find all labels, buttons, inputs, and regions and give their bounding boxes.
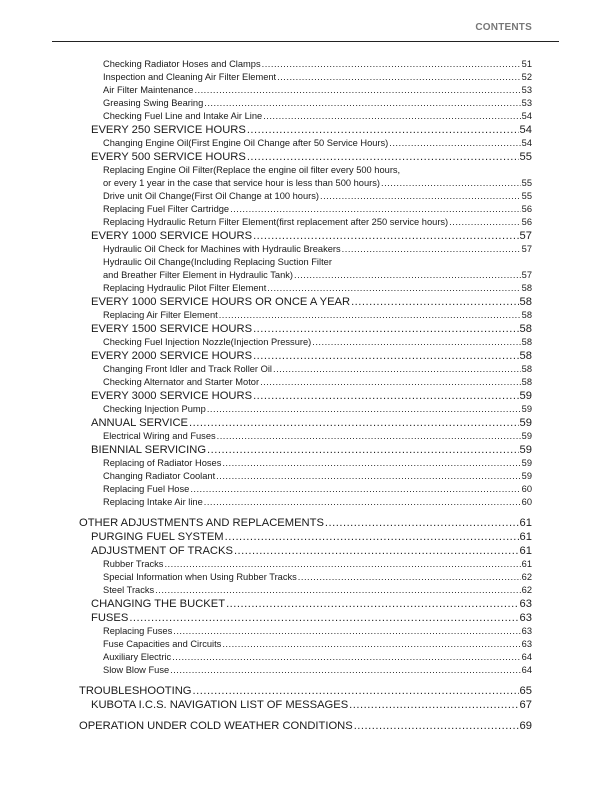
toc-chapter-page: 69 — [519, 720, 532, 732]
toc-entry-title: Checking Fuel Injection Nozzle(Injection Pressure) — [103, 337, 312, 347]
toc-entry[interactable] — [103, 497, 532, 507]
toc-section-title: KUBOTA I.C.S. NAVIGATION LIST OF MESSAGES — [91, 699, 349, 711]
toc-entry[interactable] — [103, 138, 532, 148]
toc-section[interactable] — [91, 417, 532, 429]
toc-entry-page: 59 — [521, 471, 532, 481]
toc-section[interactable] — [91, 612, 532, 624]
toc-leader — [260, 377, 521, 387]
toc-entry-title: Slow Blow Fuse — [103, 665, 170, 675]
toc-section[interactable] — [91, 296, 532, 308]
toc-entry[interactable] — [103, 204, 532, 214]
toc-chapter[interactable] — [79, 685, 532, 697]
toc-section-page: 54 — [519, 124, 532, 136]
toc-leader — [253, 230, 518, 242]
toc-entry-page: 61 — [521, 559, 532, 569]
toc-chapter-title: TROUBLESHOOTING — [79, 685, 192, 697]
toc-chapter[interactable] — [79, 720, 532, 732]
toc-entry-page: 63 — [521, 639, 532, 649]
toc-leader — [173, 626, 520, 636]
toc-entry-page: 63 — [521, 626, 532, 636]
toc-entry-page: 58 — [521, 310, 532, 320]
toc-section-page: 57 — [519, 230, 532, 242]
toc-chapter-page: 61 — [519, 517, 532, 529]
toc-entry-title: Changing Engine Oil(First Engine Oil Change after 50 Service Hours) — [103, 138, 389, 148]
toc-leader — [217, 431, 521, 441]
toc-chapter-title: OTHER ADJUSTMENTS AND REPLACEMENTS — [79, 517, 324, 529]
toc-entry-page: 51 — [521, 59, 532, 69]
toc-section-title: EVERY 2000 SERVICE HOURS — [91, 350, 253, 362]
toc-section-title: EVERY 1000 SERVICE HOURS OR ONCE A YEAR — [91, 296, 351, 308]
toc-entry-page: 62 — [521, 572, 532, 582]
toc-leader — [253, 390, 518, 402]
toc-section-title: EVERY 1500 SERVICE HOURS — [91, 323, 253, 335]
toc-leader — [312, 337, 520, 347]
toc-leader — [253, 350, 518, 362]
toc-leader — [190, 484, 520, 494]
toc-entry[interactable] — [103, 585, 532, 595]
toc-entry-title: Fuse Capacities and Circuits — [103, 639, 222, 649]
toc-section[interactable] — [91, 699, 532, 711]
toc-section-page: 63 — [519, 612, 532, 624]
toc-entry-page: 58 — [521, 364, 532, 374]
toc-entry-page: 57 — [521, 244, 532, 254]
toc-entry-page: 64 — [521, 652, 532, 662]
toc-section-page: 61 — [519, 545, 532, 557]
toc-entry[interactable] — [103, 59, 532, 69]
toc-section-title: EVERY 1000 SERVICE HOURS — [91, 230, 253, 242]
toc-entry-title: Air Filter Maintenance — [103, 85, 194, 95]
toc-entry-title: Changing Radiator Coolant — [103, 471, 216, 481]
toc-entry-page: 60 — [521, 497, 532, 507]
toc-entry[interactable] — [103, 484, 532, 494]
toc-entry[interactable] — [103, 85, 532, 95]
toc-entry-page: 54 — [521, 111, 532, 121]
toc-leader — [204, 98, 520, 108]
toc-section[interactable] — [91, 545, 532, 557]
toc-section[interactable] — [91, 323, 532, 335]
toc-entry[interactable] — [103, 364, 532, 374]
toc-section[interactable] — [91, 124, 532, 136]
toc-entry-title: Replacing Hydraulic Pilot Filter Element — [103, 283, 267, 293]
toc-entry-title-line: Replacing Engine Oil Filter(Replace the engine oil filter every 500 hours, — [103, 165, 401, 175]
toc-leader — [325, 517, 519, 529]
toc-entry[interactable] — [103, 244, 532, 254]
toc-entry-title: Drive unit Oil Change(First Oil Change at 100 hours) — [103, 191, 319, 201]
toc-entry-page: 59 — [521, 458, 532, 468]
toc-chapter[interactable] — [79, 517, 532, 529]
toc-leader — [263, 111, 520, 121]
toc-section-page: 67 — [519, 699, 532, 711]
toc-chapter-page: 65 — [519, 685, 532, 697]
toc-section[interactable] — [91, 350, 532, 362]
toc-entry-title: Checking Injection Pump — [103, 404, 206, 414]
toc-leader — [194, 85, 520, 95]
toc-entry-title: Rubber Tracks — [103, 559, 164, 569]
toc-entry-page: 55 — [521, 178, 532, 188]
toc-section-title: EVERY 3000 SERVICE HOURS — [91, 390, 253, 402]
toc-entry[interactable] — [103, 283, 532, 293]
toc-entry[interactable] — [103, 98, 532, 108]
toc-leader — [226, 598, 518, 610]
toc-leader — [219, 310, 521, 320]
toc-entry-page: 58 — [521, 377, 532, 387]
toc-leader — [320, 191, 521, 201]
toc-leader — [216, 471, 521, 481]
toc-chapter-title: OPERATION UNDER COLD WEATHER CONDITIONS — [79, 720, 353, 732]
toc-entry[interactable] — [103, 471, 532, 481]
toc-entry-title: Replacing Fuel Filter Cartridge — [103, 204, 230, 214]
toc-entry-title: Replacing Fuses — [103, 626, 173, 636]
toc-entry-title: Replacing Air Filter Element — [103, 310, 218, 320]
toc-entry-title: Steel Tracks — [103, 585, 155, 595]
toc-leader — [207, 444, 519, 456]
toc-section-page: 59 — [519, 390, 532, 402]
toc-section[interactable] — [91, 151, 532, 163]
toc-leader — [189, 417, 519, 429]
toc-leader — [277, 72, 521, 82]
toc-leader — [129, 612, 518, 624]
toc-entry-page: 59 — [521, 404, 532, 414]
toc-entry[interactable] — [103, 431, 532, 441]
toc-entry[interactable] — [103, 178, 532, 188]
toc-entry[interactable] — [103, 665, 532, 675]
toc-leader — [342, 244, 521, 254]
toc-entry[interactable] — [103, 310, 532, 320]
toc-entry[interactable] — [103, 639, 532, 649]
toc-leader — [354, 720, 519, 732]
toc-entry[interactable] — [103, 111, 532, 121]
toc-entry-page: 57 — [521, 270, 532, 280]
toc-leader — [298, 572, 521, 582]
toc-entry-page: 58 — [521, 283, 532, 293]
toc-entry-page: 53 — [521, 85, 532, 95]
toc-entry-page: 54 — [521, 138, 532, 148]
toc-entry[interactable] — [103, 458, 532, 468]
toc-entry[interactable] — [103, 377, 532, 387]
toc-section-page: 58 — [519, 296, 532, 308]
toc-entry-title: Changing Front Idler and Track Roller Oil — [103, 364, 272, 374]
toc-section-page: 59 — [519, 444, 532, 456]
toc-leader — [170, 665, 521, 675]
toc-entry-title: Replacing of Radiator Hoses — [103, 458, 222, 468]
toc-section-title: PURGING FUEL SYSTEM — [91, 531, 224, 543]
toc-leader — [349, 699, 518, 711]
toc-leader — [234, 545, 519, 557]
toc-section-page: 61 — [519, 531, 532, 543]
toc-leader — [230, 204, 521, 214]
toc-section-page: 58 — [519, 350, 532, 362]
toc-entry-title: Checking Alternator and Starter Motor — [103, 377, 260, 387]
toc-entry[interactable] — [103, 404, 532, 414]
toc-entry-title: or every 1 year in the case that service hour is less than 500 hours) — [103, 178, 380, 188]
toc-entry-page: 60 — [521, 484, 532, 494]
toc-entry-title: Replacing Intake Air line — [103, 497, 203, 507]
toc-section[interactable] — [91, 444, 532, 456]
toc-entry-title: Replacing Hydraulic Return Filter Element(first replacement after 250 service hours) — [103, 217, 449, 227]
toc-entry-title: Replacing Fuel Hose — [103, 484, 190, 494]
toc-entry[interactable] — [103, 72, 532, 82]
toc-entry[interactable] — [103, 626, 532, 636]
toc-entry[interactable] — [103, 337, 532, 347]
toc-leader — [225, 531, 519, 543]
toc-entry-page: 56 — [521, 204, 532, 214]
toc-entry-page: 59 — [521, 431, 532, 441]
toc-leader — [155, 585, 521, 595]
toc-entry[interactable] — [103, 572, 532, 582]
toc-entry[interactable] — [103, 270, 532, 280]
toc-leader — [273, 364, 521, 374]
toc-entry-title: Auxiliary Electric — [103, 652, 172, 662]
toc-leader — [207, 404, 521, 414]
toc-entry-page: 55 — [521, 191, 532, 201]
toc-leader — [247, 124, 519, 136]
toc-entry-page: 58 — [521, 337, 532, 347]
toc-section-title: CHANGING THE BUCKET — [91, 598, 226, 610]
toc-entry-title: Greasing Swing Bearing — [103, 98, 204, 108]
toc-entry-title: Electrical Wiring and Fuses — [103, 431, 216, 441]
toc-section-title: BIENNIAL SERVICING — [91, 444, 207, 456]
toc-leader — [222, 639, 520, 649]
toc-entry[interactable] — [103, 191, 532, 201]
toc-section[interactable] — [91, 531, 532, 543]
toc-leader — [193, 685, 519, 697]
toc-entry-title: Hydraulic Oil Check for Machines with Hydraulic Breakers — [103, 244, 341, 254]
toc-section[interactable] — [91, 230, 532, 242]
toc-entry-page: 52 — [521, 72, 532, 82]
toc-section[interactable] — [91, 598, 532, 610]
toc-section-title: EVERY 250 SERVICE HOURS — [91, 124, 246, 136]
toc-entry-title: and Breather Filter Element in Hydraulic Tank) — [103, 270, 293, 280]
toc-leader — [262, 59, 521, 69]
toc-leader — [381, 178, 521, 188]
toc-leader — [351, 296, 518, 308]
toc-section[interactable] — [91, 390, 532, 402]
toc-leader — [247, 151, 519, 163]
toc-section-title: FUSES — [91, 612, 129, 624]
toc-section-page: 63 — [519, 598, 532, 610]
toc-entry-page: 53 — [521, 98, 532, 108]
toc-entry-page: 62 — [521, 585, 532, 595]
toc-entry-title: Checking Radiator Hoses and Clamps — [103, 59, 261, 69]
toc-entry-page: 56 — [521, 217, 532, 227]
toc-leader — [253, 323, 518, 335]
toc-section-title: ADJUSTMENT OF TRACKS — [91, 545, 233, 557]
toc-section-title: EVERY 500 SERVICE HOURS — [91, 151, 246, 163]
toc-section-page: 55 — [519, 151, 532, 163]
toc-entry-page: 64 — [521, 665, 532, 675]
toc-leader — [267, 283, 520, 293]
toc-leader — [164, 559, 520, 569]
header-divider — [52, 41, 559, 42]
toc-entry[interactable] — [103, 217, 532, 227]
toc-entry[interactable] — [103, 559, 532, 569]
toc-entry-title-line: Hydraulic Oil Change(Including Replacing Suction Filter — [103, 257, 332, 267]
toc-section-page: 59 — [519, 417, 532, 429]
toc-entry-title: Special Information when Using Rubber Tracks — [103, 572, 297, 582]
toc-leader — [172, 652, 520, 662]
toc-entry-title: Inspection and Cleaning Air Filter Element — [103, 72, 277, 82]
toc-leader — [204, 497, 521, 507]
toc-entry-title: Checking Fuel Line and Intake Air Line — [103, 111, 263, 121]
toc-leader — [389, 138, 520, 148]
toc-section-page: 58 — [519, 323, 532, 335]
toc-leader — [222, 458, 520, 468]
toc-leader — [294, 270, 521, 280]
toc-section-title: ANNUAL SERVICE — [91, 417, 188, 429]
page-header-label: CONTENTS — [475, 22, 532, 33]
toc-entry[interactable] — [103, 652, 532, 662]
toc-leader — [449, 217, 521, 227]
